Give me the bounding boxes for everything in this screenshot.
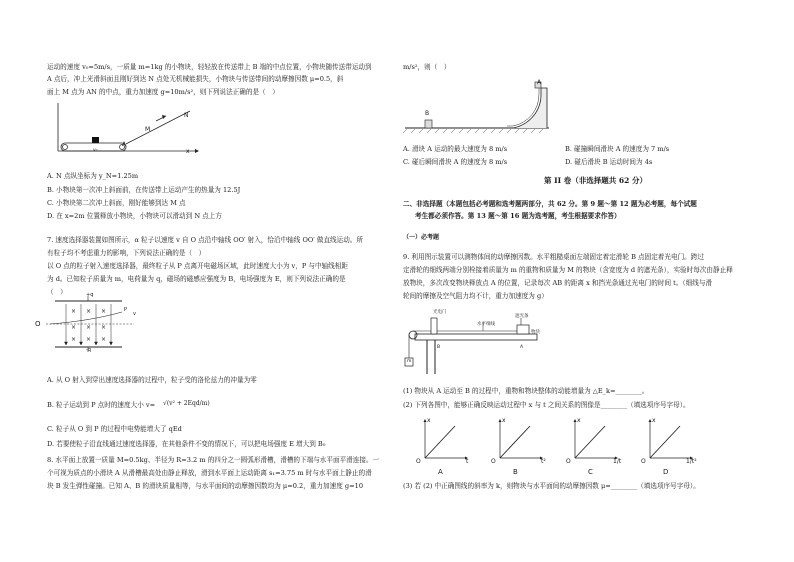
svg-text:×: × <box>71 336 77 343</box>
q9-line-2: 定滑轮的细线两端分别栓接着质量为 m 的重物和质量为 M 的物块（含宽度为 d 的遮光条），实验时每次由静止释 <box>403 266 733 274</box>
q8-line-1: 8. 水平面上放置一质量 M=0.5kg、半径为 R=3.2 m 的四分之一圆弧形滑槽，滑槽的下端与水平面平滑连接。一 <box>47 456 380 464</box>
conveyor-incline-figure <box>50 103 200 161</box>
graph-d-xaxis: 1/t² <box>686 458 697 465</box>
q9-line-4: 轮间的摩擦及空气阻力均不计，重力加速度为 g） <box>403 292 548 300</box>
q8-option-a: A. 滑块 A 运动的最大速度为 8 m/s <box>403 145 508 153</box>
q9-line-1: 9. 利用图示装置可以测物体间的动摩擦因数。水平粗糙桌面左端固定着定滑轮 B 点固定着光电门。跨过 <box>403 253 704 261</box>
svg-text:×: × <box>101 324 107 331</box>
section-intro-line-1: 二、非选择题（本题包括必考题和选考题两部分，共 62 分。第 9 题～第 12 题为必考题，每个试题 <box>403 200 697 208</box>
q8-option-b: B. 碰撞瞬间滑块 A 的速度为 7 m/s <box>565 145 670 153</box>
graph-b-yaxis: x <box>502 417 506 424</box>
label-a: A <box>122 141 127 148</box>
graph-a-xaxis: t <box>466 458 469 465</box>
subsection-title: （一）必考题 <box>403 234 440 241</box>
q7-option-d: D. 若要使粒子沿直线通过速度选择器，在其他条件不变的情况下，可以把电场强度 E 增大到 B₀ <box>47 440 326 448</box>
q7-option-a: A. 从 O 射入到穿出速度选择器的过程中，粒子受的洛伦兹力的冲量为零 <box>47 376 257 384</box>
q7-option-c: C. 粒子从 O 到 P 的过程中电势能增大了 qEd <box>47 425 182 433</box>
q8-line-3: 块 B 发生弹性碰撞。已知 A、B 的滑块质量相等，与水平面间的动摩擦因数均为 μ=0.2，重力加速度 g=10 <box>47 482 364 490</box>
q7-option-b: B. 粒子运动到 P 点时的速度大小 v= <box>47 401 156 409</box>
graph-d-origin: O <box>641 458 646 465</box>
q9-part-1: (1) 物块从 A 运动至 B 的过程中，重物和物块整体的动能增量为 △E_k=________。 <box>403 387 649 395</box>
graph-d-letter: D <box>663 468 669 476</box>
q7-line-4: 为 d。已知粒子质量为 m，电荷量为 q，磁场的磁感应强度为 B，电场强度为 E，则下列说法正确的是 <box>47 275 346 283</box>
q6-option-c: C. 小物块第二次冲上斜面，刚好能够到达 M 点 <box>47 199 186 207</box>
graph-c-xaxis: 1/t <box>613 458 622 465</box>
arc-trough-figure <box>403 78 553 134</box>
section-intro-line-2: 考生都必须作答。第 13 题～第 16 题为选考题，考生根据要求作答） <box>415 212 621 220</box>
svg-text:×: × <box>71 324 77 331</box>
label-x-axis: x <box>186 148 190 155</box>
label-o: O <box>35 320 41 328</box>
q7-line-5: （ ） <box>47 288 67 296</box>
graph-c-letter: C <box>588 468 593 476</box>
q9-part-3: (3) 若 (2) 中正确图线的斜率为 k，则物块与水平面间的动摩擦因数 μ=________（填选项序号字母）。 <box>403 482 700 490</box>
section-title: 第 II 卷（非选择题共 62 分） <box>544 176 647 185</box>
plate-bottom-label: -q <box>86 347 91 353</box>
block-a-label: A <box>537 79 542 86</box>
q6-option-d: D. 在 x=2m 位置释放小物块，小物块可以滑动到 N 点上方 <box>47 212 222 220</box>
q7-line-1: 7. 速度选择器装置如图所示，α 粒子以速度 v 自 O 点沿中轴线 OO′ 射入，恰沿中轴线 OO′ 做直线运动。所 <box>47 236 364 244</box>
q6-intro-line-2: A 点后，冲上光滑斜面且刚好到达 N 点处无机械能损失，小物块与传送带间的动摩擦因数 μ=0.5，斜 <box>47 75 344 83</box>
graph-b-letter: B <box>513 468 518 476</box>
graph-c-yaxis: x <box>577 417 581 424</box>
q8-option-c: C. 碰后瞬间滑块 A 的速度为 8 m/s <box>403 158 508 166</box>
q9-part-2: (2) 下列各图中，能够正确反映运动过程中 x 与 t 之间关系的图像是________（填选项序号字母）。 <box>403 401 690 409</box>
point-b-label: B <box>437 345 441 350</box>
q7-line-2: 有粒子均不考虑重力的影响，下列说法正确的是（ ） <box>47 249 206 257</box>
q6-option-a: A. N 点纵坐标为 y_N=1.25m <box>47 172 139 180</box>
graph-a-yaxis: x <box>427 417 431 424</box>
svg-text:×: × <box>101 308 107 315</box>
q8-continuation: m/s²，则（ ） <box>403 63 451 71</box>
q7-line-3: 以 O 点的粒子射入速度选择器，最终粒子从 P 点离开电磁场区域，此时速度大小为 v，P 与中轴线相距 <box>47 262 348 270</box>
photogate-label: 光电门 <box>433 310 447 315</box>
svg-text:×: × <box>86 336 92 343</box>
label-p: P <box>124 307 128 313</box>
svg-text:×: × <box>101 336 107 343</box>
graph-b-origin: O <box>491 458 496 465</box>
label-v: v <box>133 311 136 317</box>
graph-b-xaxis: t² <box>541 458 546 465</box>
graph-c-origin: O <box>566 458 571 465</box>
friction-apparatus-figure <box>405 310 545 374</box>
point-a-label: A <box>520 345 524 350</box>
label-v0: v₀ <box>93 148 98 153</box>
graph-a-letter: A <box>438 468 443 476</box>
q6-intro-line-1: 运动的速度 v₀=5m/s，一质量 m=1kg 的小物块，轻轻放在传送带上 B 端的中点位置，小物块随传送带运动到 <box>47 63 372 71</box>
label-m: M <box>145 126 151 133</box>
graph-a-origin: O <box>416 458 421 465</box>
graph-d-yaxis: x <box>652 417 656 424</box>
right-column <box>397 0 794 562</box>
shading-strip-label: 遮光条 <box>515 314 529 319</box>
q7-formula: √(v² + 2Eqd/m) <box>163 400 210 407</box>
svg-text:×: × <box>86 308 92 315</box>
mass-m-label: m <box>407 359 412 364</box>
q8-line-2: 个可视为质点的小滑块 A 从滑槽最高处由静止释放，滑到水平面上运动距离 s₁=3.75 m 时与水平面上静止的滑 <box>47 469 372 477</box>
q8-option-d: D. 碰后滑块 B 运动时间为 4s <box>565 158 653 166</box>
block-b-label: B <box>425 110 430 117</box>
block-label: 物块 <box>531 330 540 335</box>
q9-line-3: 放物块，多次改变物块释放点 A 的位置，记录每次 AB 的距离 x 和挡光条通过光电门的时间 t。（细线与滑 <box>403 279 713 287</box>
q6-option-b: B. 小物块第一次冲上斜面前，在传送带上运动产生的热量为 12.5J <box>47 186 241 194</box>
svg-text:×: × <box>71 308 77 315</box>
label-n: N <box>184 112 189 119</box>
rope-label: 水平细线 <box>477 322 495 327</box>
svg-text:×: × <box>86 324 92 331</box>
plate-top-label: +q <box>86 292 94 298</box>
velocity-selector-figure <box>40 295 140 353</box>
q6-intro-line-3: 面上 M 点为 AN 的中点，重力加速度 g=10m/s²，则下列说法正确的是（ ） <box>47 88 279 96</box>
